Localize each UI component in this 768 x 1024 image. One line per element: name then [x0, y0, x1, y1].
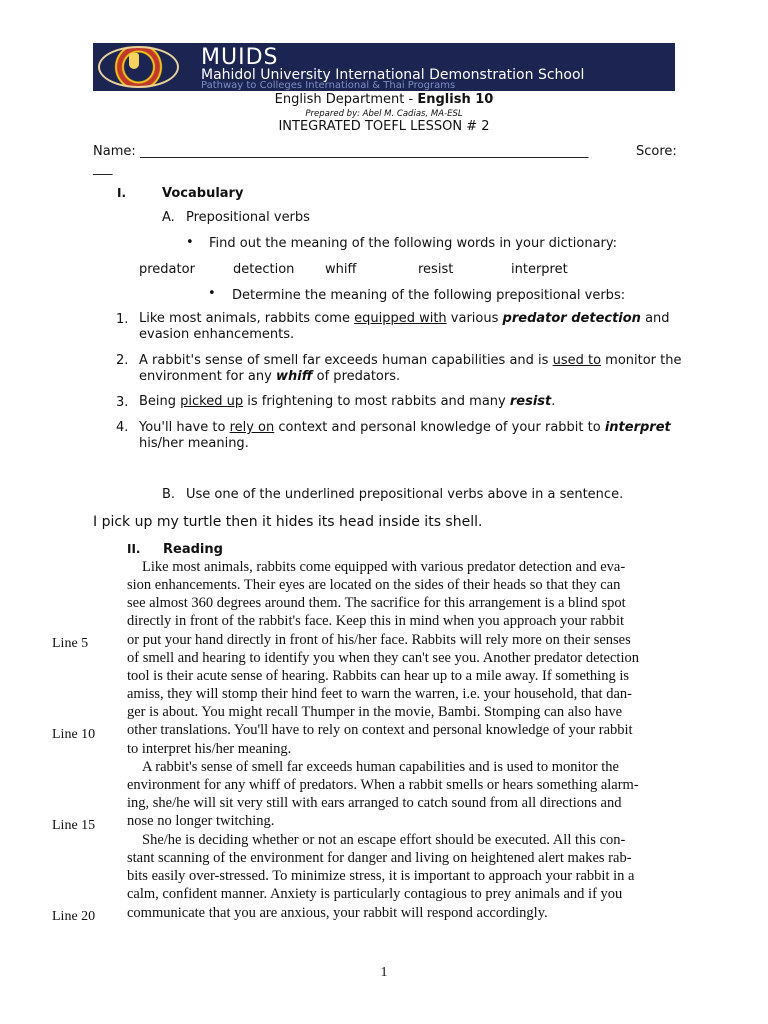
passage-line: other translations. You'll have to rely on context and personal knowledge of your rabbit: [127, 722, 633, 738]
passage-line: calm, confident manner. Anxiety is particularly contagious to prey animals and if you: [127, 886, 623, 902]
passage-line: tool is their acute sense of hearing. Rabbits can hear up to a mile away. If something is: [127, 668, 629, 684]
department-line: [0, 92, 768, 107]
item-2-line-1: A rabbit's sense of smell far exceeds human capabilities and is used to monitor the: [139, 353, 682, 368]
subsection-a-letter: A.: [162, 210, 175, 225]
passage-line: to interpret his/her meaning.: [127, 741, 292, 757]
subsection-b-instruction: Use one of the underlined prepositional verbs above in a sentence.: [186, 487, 624, 502]
underlined-verb: rely on: [229, 420, 275, 435]
prepared-by: Prepared by: Abel M. Cadias, MA-ESL: [305, 109, 463, 119]
vocab-word: predator: [139, 262, 195, 277]
item-number: 3.: [116, 395, 129, 410]
vocab-word: detection: [233, 262, 295, 277]
vocab-highlight: interpret: [604, 420, 671, 435]
section-2-title: Reading: [163, 542, 223, 557]
passage-line: of smell and hearing to identify you when they can't see you. Another predator detection: [127, 650, 639, 666]
item-1-line-2: evasion enhancements.: [139, 327, 295, 342]
passage-line: directly in front of the rabbit's face. Keep this in mind when you approach your rabbit: [127, 613, 625, 629]
passage-line: nose no longer twitching.: [127, 813, 275, 829]
vocab-word: interpret: [511, 262, 568, 277]
banner-school-name: Mahidol University International Demonstration School: [201, 67, 585, 83]
underlined-verb: used to: [552, 353, 602, 368]
school-seal-logo: [98, 46, 179, 88]
name-field: Name: _____________________________________________________________________: [93, 144, 589, 159]
underlined-verb: picked up: [180, 394, 244, 409]
passage-line: environment for any whiff of predators. When a rabbit smells or hears something alarm-: [127, 777, 639, 793]
passage-line: Like most animals, rabbits come equipped with various predator detection and eva-: [142, 559, 626, 575]
item-number: 1.: [116, 312, 129, 327]
vocab-highlight: resist: [509, 394, 552, 409]
vocab-word: resist: [418, 262, 454, 277]
item-number: 4.: [116, 420, 129, 435]
passage-line: ger is about. You might recall Thumper in the movie, Bambi. Stomping can also have: [127, 704, 623, 720]
section-1-title: Vocabulary: [162, 186, 244, 201]
seal-emblem-icon: [129, 53, 139, 69]
line-number-label: Line 10: [52, 727, 96, 742]
line-number-label: Line 15: [52, 818, 96, 833]
banner-school-acronym: MUIDS: [201, 45, 279, 70]
bullet-icon: •: [186, 235, 194, 250]
bullet-icon: •: [208, 286, 216, 301]
item-2-line-2: environment for any whiff of predators.: [139, 369, 401, 384]
passage-line: stant scanning of the environment for danger and living on heightened alert makes rab-: [127, 850, 632, 866]
item-number: 2.: [116, 353, 129, 368]
lesson-title: INTEGRATED TOEFL LESSON # 2: [278, 119, 490, 134]
item-3-line-1: Being picked up is frightening to most rabbits and many resist.: [139, 394, 556, 409]
subsection-a-title: Prepositional verbs: [186, 210, 310, 225]
item-4-line-2: his/her meaning.: [139, 436, 249, 451]
course-name: English 10: [417, 92, 494, 107]
line-number-label: Line 5: [52, 636, 89, 651]
page-number: 1: [380, 965, 388, 980]
banner-tagline: Pathway to Colleges International & Thai Programs: [201, 80, 456, 91]
passage-line: She/he is deciding whether or not an escape effort should be executed. All this con-: [142, 832, 626, 848]
department-label: English Department -: [274, 92, 418, 107]
vocab-word: whiff: [325, 262, 357, 277]
instruction-dictionary: Find out the meaning of the following words in your dictionary:: [209, 236, 618, 251]
passage-line: ing, she/he will sit very still with ears arranged to catch sound from all directions and: [127, 795, 622, 811]
item-1-line-1: Like most animals, rabbits come equipped with various predator detection and: [139, 311, 670, 326]
subsection-b-letter: B.: [162, 487, 176, 502]
section-1-numeral: I.: [117, 186, 127, 200]
passage-line: see almost 360 degrees around them. The sacrifice for this arrangement is a blind spot: [127, 595, 626, 611]
item-4-line-1: You'll have to rely on context and personal knowledge of your rabbit to interpret: [139, 420, 671, 435]
instruction-prepositional: Determine the meaning of the following prepositional verbs:: [232, 288, 626, 303]
underlined-verb: equipped with: [354, 311, 447, 326]
score-blank: ___: [93, 161, 113, 176]
passage-line: or put your hand directly in front of his/her face. Rabbits will rely more on their senses: [127, 632, 631, 648]
passage-line: A rabbit's sense of smell far exceeds human capabilities and is used to monitor the: [142, 759, 619, 775]
passage-line: amiss, they will stomp their hind feet to warn the warren, i.e. your household, that dan-: [127, 686, 632, 702]
school-banner: [93, 43, 675, 91]
vocab-highlight: whiff: [275, 369, 313, 384]
vocab-highlight: predator detection: [502, 311, 641, 326]
passage-line: sion enhancements. Their eyes are located on the sides of their heads so that they can: [127, 577, 621, 593]
passage-line: bits easily over-stressed. To minimize stress, it is important to approach your rabbit in a: [127, 868, 635, 884]
score-label: Score:: [636, 144, 677, 159]
line-number-label: Line 20: [52, 909, 96, 924]
student-answer: I pick up my turtle then it hides its head inside its shell.: [93, 514, 483, 530]
section-2-numeral: II.: [127, 542, 141, 556]
passage-line: communicate that you are anxious, your rabbit will respond accordingly.: [127, 905, 548, 921]
